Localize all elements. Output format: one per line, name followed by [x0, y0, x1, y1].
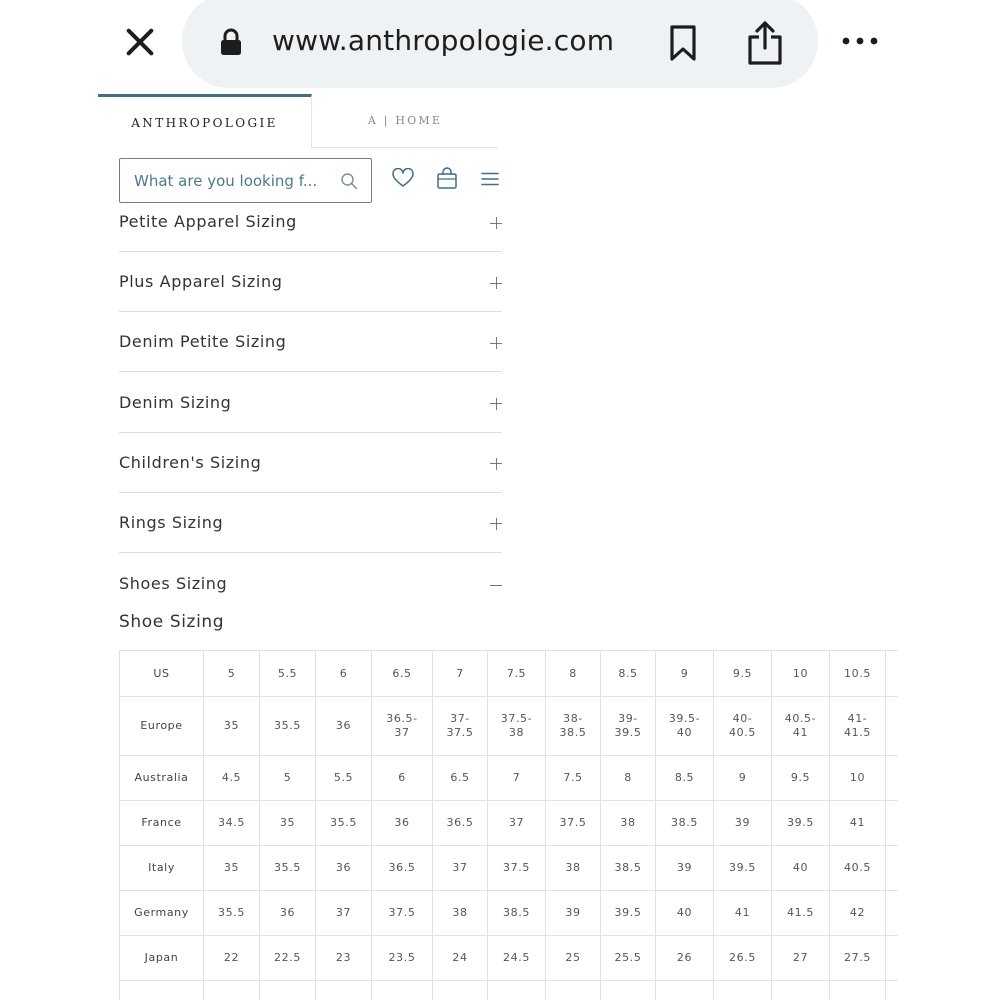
table-cell [656, 697, 714, 756]
table-cell [260, 697, 316, 756]
table-cell [433, 891, 488, 936]
bag-icon[interactable] [436, 166, 458, 190]
table-cell [433, 697, 488, 756]
table-cell [546, 756, 601, 801]
cell-value: 41- 41.5 [844, 712, 871, 739]
sizing-accordion [119, 212, 502, 613]
table-cell [656, 891, 714, 936]
search-box[interactable] [119, 158, 372, 203]
table-cell [772, 936, 830, 981]
accordion-label: Denim Petite Sizing [119, 332, 287, 352]
plus-icon[interactable] [490, 217, 502, 229]
cell-value: 35 [223, 719, 240, 732]
accordion-item-rings[interactable] [119, 493, 502, 553]
table-cell [830, 801, 886, 846]
table-overflow-edge [886, 801, 898, 846]
table-cell [204, 756, 260, 801]
table-cell [372, 756, 433, 801]
table-cell [433, 981, 488, 1000]
lock-icon [220, 28, 242, 56]
table-cell [372, 697, 433, 756]
table-cell [714, 936, 772, 981]
cell-value: 38.5 [503, 906, 530, 919]
cell-value: 9.5 [790, 771, 811, 784]
table-cell [316, 936, 372, 981]
cell-value: 39 [676, 861, 693, 874]
table-cell [546, 936, 601, 981]
table-row [120, 651, 898, 697]
table-overflow-edge [886, 846, 898, 891]
cell-value: 37 [508, 816, 525, 829]
table-cell [260, 981, 316, 1000]
table-cell [316, 756, 372, 801]
table-cell [260, 936, 316, 981]
cell-value: 26 [676, 951, 693, 964]
table-cell [316, 697, 372, 756]
table-cell [488, 936, 546, 981]
table-cell [830, 651, 886, 697]
table-cell [714, 697, 772, 756]
accordion-label: Shoes Sizing [119, 574, 228, 594]
heart-icon[interactable] [392, 168, 414, 188]
cell-value: 36 [394, 816, 410, 829]
accordion-item-shoes[interactable] [119, 553, 502, 613]
table-row-partial [120, 981, 898, 1000]
cell-value: 40.5- 41 [784, 712, 817, 739]
cell-value: 6 [339, 666, 348, 680]
cell-value: 4.5 [221, 771, 242, 784]
table-cell [488, 801, 546, 846]
table-cell [372, 981, 433, 1000]
table-cell [656, 846, 714, 891]
table-cell [656, 651, 714, 697]
cell-value: 35.5 [274, 719, 301, 732]
accordion-label: Denim Sizing [119, 392, 232, 412]
row-header: France [120, 801, 204, 846]
table-row [120, 936, 898, 981]
cell-value: 37 [335, 906, 352, 919]
cell-value: 23.5 [388, 951, 416, 964]
table-overflow-edge [886, 756, 898, 801]
cell-value: 40- 40.5 [729, 712, 756, 739]
table-cell [601, 756, 656, 801]
table-cell [601, 651, 656, 697]
row-header: US [120, 651, 204, 697]
cell-value: 35.5 [218, 906, 245, 919]
table-cell [204, 891, 260, 936]
tab-home[interactable]: A | HOME [312, 94, 498, 148]
more-icon[interactable] [840, 34, 880, 48]
row-header: Germany [120, 891, 204, 936]
cell-value: 37.5 [503, 861, 530, 874]
table-cell [204, 651, 260, 697]
cell-value: 37.5 [559, 816, 587, 829]
table-cell [316, 651, 372, 697]
table-overflow-edge [886, 891, 898, 936]
minus-icon[interactable] [490, 579, 502, 591]
cell-value: 34.5 [218, 816, 245, 829]
plus-icon[interactable] [490, 458, 502, 470]
cell-value: 22.5 [274, 951, 301, 964]
table-cell [546, 651, 601, 697]
table-cell [372, 936, 433, 981]
table-cell [830, 936, 886, 981]
table-cell [601, 936, 656, 981]
table-cell [656, 801, 714, 846]
cell-value: 36.5 [446, 816, 474, 829]
table-cell [772, 891, 830, 936]
cell-value: 35.5 [330, 816, 357, 829]
cell-value: 6.5 [392, 666, 412, 680]
cell-value: 39.5 [614, 906, 642, 919]
table-cell [601, 697, 656, 756]
close-icon[interactable] [118, 20, 162, 64]
row-header: Japan [120, 936, 204, 981]
cell-value: 39 [565, 906, 581, 919]
table-cell [488, 891, 546, 936]
table-cell [714, 846, 772, 891]
cell-value: 39.5 [787, 816, 814, 829]
table-cell [830, 756, 886, 801]
cell-value: 38- 38.5 [559, 712, 587, 739]
cell-value: 23 [335, 951, 352, 964]
table-cell [546, 697, 601, 756]
table-cell [372, 846, 433, 891]
table-overflow-edge [886, 697, 898, 756]
table-cell [772, 651, 830, 697]
cell-value: 6.5 [450, 771, 470, 784]
cell-value: 26.5 [729, 951, 756, 964]
table-cell [601, 891, 656, 936]
table-cell [433, 651, 488, 697]
shoe-sizing-table [119, 650, 898, 1000]
table-cell [316, 846, 372, 891]
table-cell [601, 801, 656, 846]
table-cell [316, 801, 372, 846]
menu-icon[interactable] [481, 172, 499, 186]
table-cell [260, 651, 316, 697]
table-cell [830, 846, 886, 891]
table-cell [656, 936, 714, 981]
table-cell [546, 801, 601, 846]
table-cell [260, 891, 316, 936]
cell-value: 5.5 [277, 666, 298, 680]
cell-value: 35 [279, 816, 296, 829]
table-cell [830, 981, 886, 1000]
table-cell [316, 981, 372, 1000]
cell-value: 40 [792, 861, 809, 874]
cell-value: 27 [792, 951, 809, 964]
accordion-label: Petite Apparel Sizing [119, 212, 297, 231]
cell-value: 36.5- 37 [386, 712, 418, 739]
table-cell [433, 936, 488, 981]
cell-value: 25 [565, 951, 581, 964]
cell-value: 36.5 [388, 861, 416, 874]
table-cell [714, 651, 772, 697]
cell-value: 36 [335, 719, 352, 732]
cell-value: 38 [565, 861, 581, 874]
table-cell [714, 891, 772, 936]
table-cell [656, 981, 714, 1000]
table-cell [772, 756, 830, 801]
table-cell [260, 756, 316, 801]
cell-value: 10.5 [844, 666, 871, 680]
cell-value: 37- 37.5 [446, 712, 474, 739]
table-cell [772, 981, 830, 1000]
cell-value: 36 [335, 861, 352, 874]
plus-icon[interactable] [490, 518, 502, 530]
accordion-item-plus-apparel[interactable] [119, 252, 502, 312]
table-cell [601, 981, 656, 1000]
cell-value: 8 [624, 771, 632, 784]
shoe-sizing-title: Shoe Sizing [119, 612, 225, 632]
cell-value: 39.5 [729, 861, 756, 874]
url-text[interactable]: www.anthropologie.com [272, 24, 615, 57]
cell-value: 41 [849, 816, 866, 829]
accordion-item-petite-apparel[interactable] [119, 212, 502, 252]
table-cell [204, 936, 260, 981]
cell-value: 10 [792, 666, 809, 680]
bookmark-icon[interactable] [668, 24, 698, 62]
cell-value: 24.5 [503, 951, 530, 964]
cell-value: 8 [569, 666, 577, 680]
cell-value: 35 [223, 861, 240, 874]
table-cell [433, 756, 488, 801]
table-cell [433, 801, 488, 846]
table-cell [316, 891, 372, 936]
table-cell [656, 756, 714, 801]
table-overflow-edge [886, 651, 898, 697]
plus-icon[interactable] [490, 277, 502, 289]
search-input[interactable] [134, 169, 334, 193]
plus-icon[interactable] [490, 398, 502, 410]
cell-value: 39 [734, 816, 751, 829]
table-cell [714, 801, 772, 846]
site-tabs [98, 94, 498, 148]
table-cell [772, 801, 830, 846]
table-cell [488, 651, 546, 697]
row-header: Europe [120, 697, 204, 756]
table-cell [546, 846, 601, 891]
cell-value: 5 [227, 666, 236, 680]
cell-value: 10 [849, 771, 866, 784]
search-icon[interactable] [340, 172, 358, 190]
accordion-item-denim[interactable] [119, 372, 502, 432]
cell-value: 38 [620, 816, 636, 829]
cell-value: 24 [452, 951, 468, 964]
table-cell [204, 981, 260, 1000]
table-cell [488, 697, 546, 756]
browser-toolbar [0, 0, 1000, 90]
table-cell [372, 891, 433, 936]
cell-value: 35.5 [274, 861, 301, 874]
table-cell [546, 981, 601, 1000]
table-cell [488, 846, 546, 891]
table-row [120, 697, 898, 756]
table-cell [830, 697, 886, 756]
accordion-label: Children's Sizing [119, 452, 262, 472]
plus-icon[interactable] [490, 337, 502, 349]
cell-value: 27.5 [844, 951, 871, 964]
table-cell [488, 981, 546, 1000]
cell-value: 38 [452, 906, 468, 919]
cell-value: 8.5 [674, 771, 695, 784]
cell-value: 6 [398, 771, 406, 784]
accordion-label: Plus Apparel Sizing [119, 272, 283, 292]
accordion-item-denim-petite[interactable] [119, 312, 502, 372]
cell-value: 40.5 [844, 861, 871, 874]
table-cell [772, 697, 830, 756]
cell-value: 41 [734, 906, 751, 919]
cell-value: 38.5 [671, 816, 698, 829]
cell-value: 22 [223, 951, 240, 964]
table-cell [546, 891, 601, 936]
table-cell [772, 846, 830, 891]
table-row [120, 756, 898, 801]
cell-value: 42 [849, 906, 866, 919]
table-cell [204, 697, 260, 756]
cell-value: 5.5 [333, 771, 354, 784]
cell-value: 7 [456, 666, 464, 680]
share-icon[interactable] [745, 20, 785, 66]
table-row [120, 891, 898, 936]
table-cell [260, 846, 316, 891]
table-cell [488, 756, 546, 801]
table-cell [204, 846, 260, 891]
cell-value: 37.5 [388, 906, 416, 919]
cell-value: 39.5- 40 [668, 712, 701, 739]
table-cell [372, 801, 433, 846]
table-cell [260, 801, 316, 846]
table-cell [433, 846, 488, 891]
table-cell [714, 981, 772, 1000]
table-cell [120, 981, 204, 1000]
table-cell [886, 981, 898, 1000]
cell-value: 25.5 [614, 951, 642, 964]
table-row [120, 801, 898, 846]
cell-value: 9 [680, 666, 689, 680]
cell-value: 38.5 [614, 861, 642, 874]
tab-anthropologie[interactable]: ANTHROPOLOGIE [98, 94, 312, 148]
table-cell [601, 846, 656, 891]
cell-value: 37 [452, 861, 468, 874]
accordion-label: Rings Sizing [119, 512, 224, 532]
cell-value: 36 [279, 906, 296, 919]
cell-value: 39- 39.5 [614, 712, 642, 739]
cell-value: 37.5- 38 [500, 712, 533, 739]
row-header: Italy [120, 846, 204, 891]
table-cell [714, 756, 772, 801]
cell-value: 9 [738, 771, 747, 784]
cell-value: 7 [512, 771, 521, 784]
row-header: Australia [120, 756, 204, 801]
cell-value: 5 [283, 771, 292, 784]
cell-value: 7.5 [563, 771, 583, 784]
cell-value: 40 [676, 906, 693, 919]
table-row [120, 846, 898, 891]
table-overflow-edge [886, 936, 898, 981]
cell-value: 8.5 [618, 666, 638, 680]
accordion-item-childrens[interactable] [119, 433, 502, 493]
cell-value: 41.5 [787, 906, 814, 919]
cell-value: 7.5 [506, 666, 527, 680]
table-cell [830, 891, 886, 936]
cell-value: 9.5 [732, 666, 753, 680]
table-cell [204, 801, 260, 846]
table-cell [372, 651, 433, 697]
